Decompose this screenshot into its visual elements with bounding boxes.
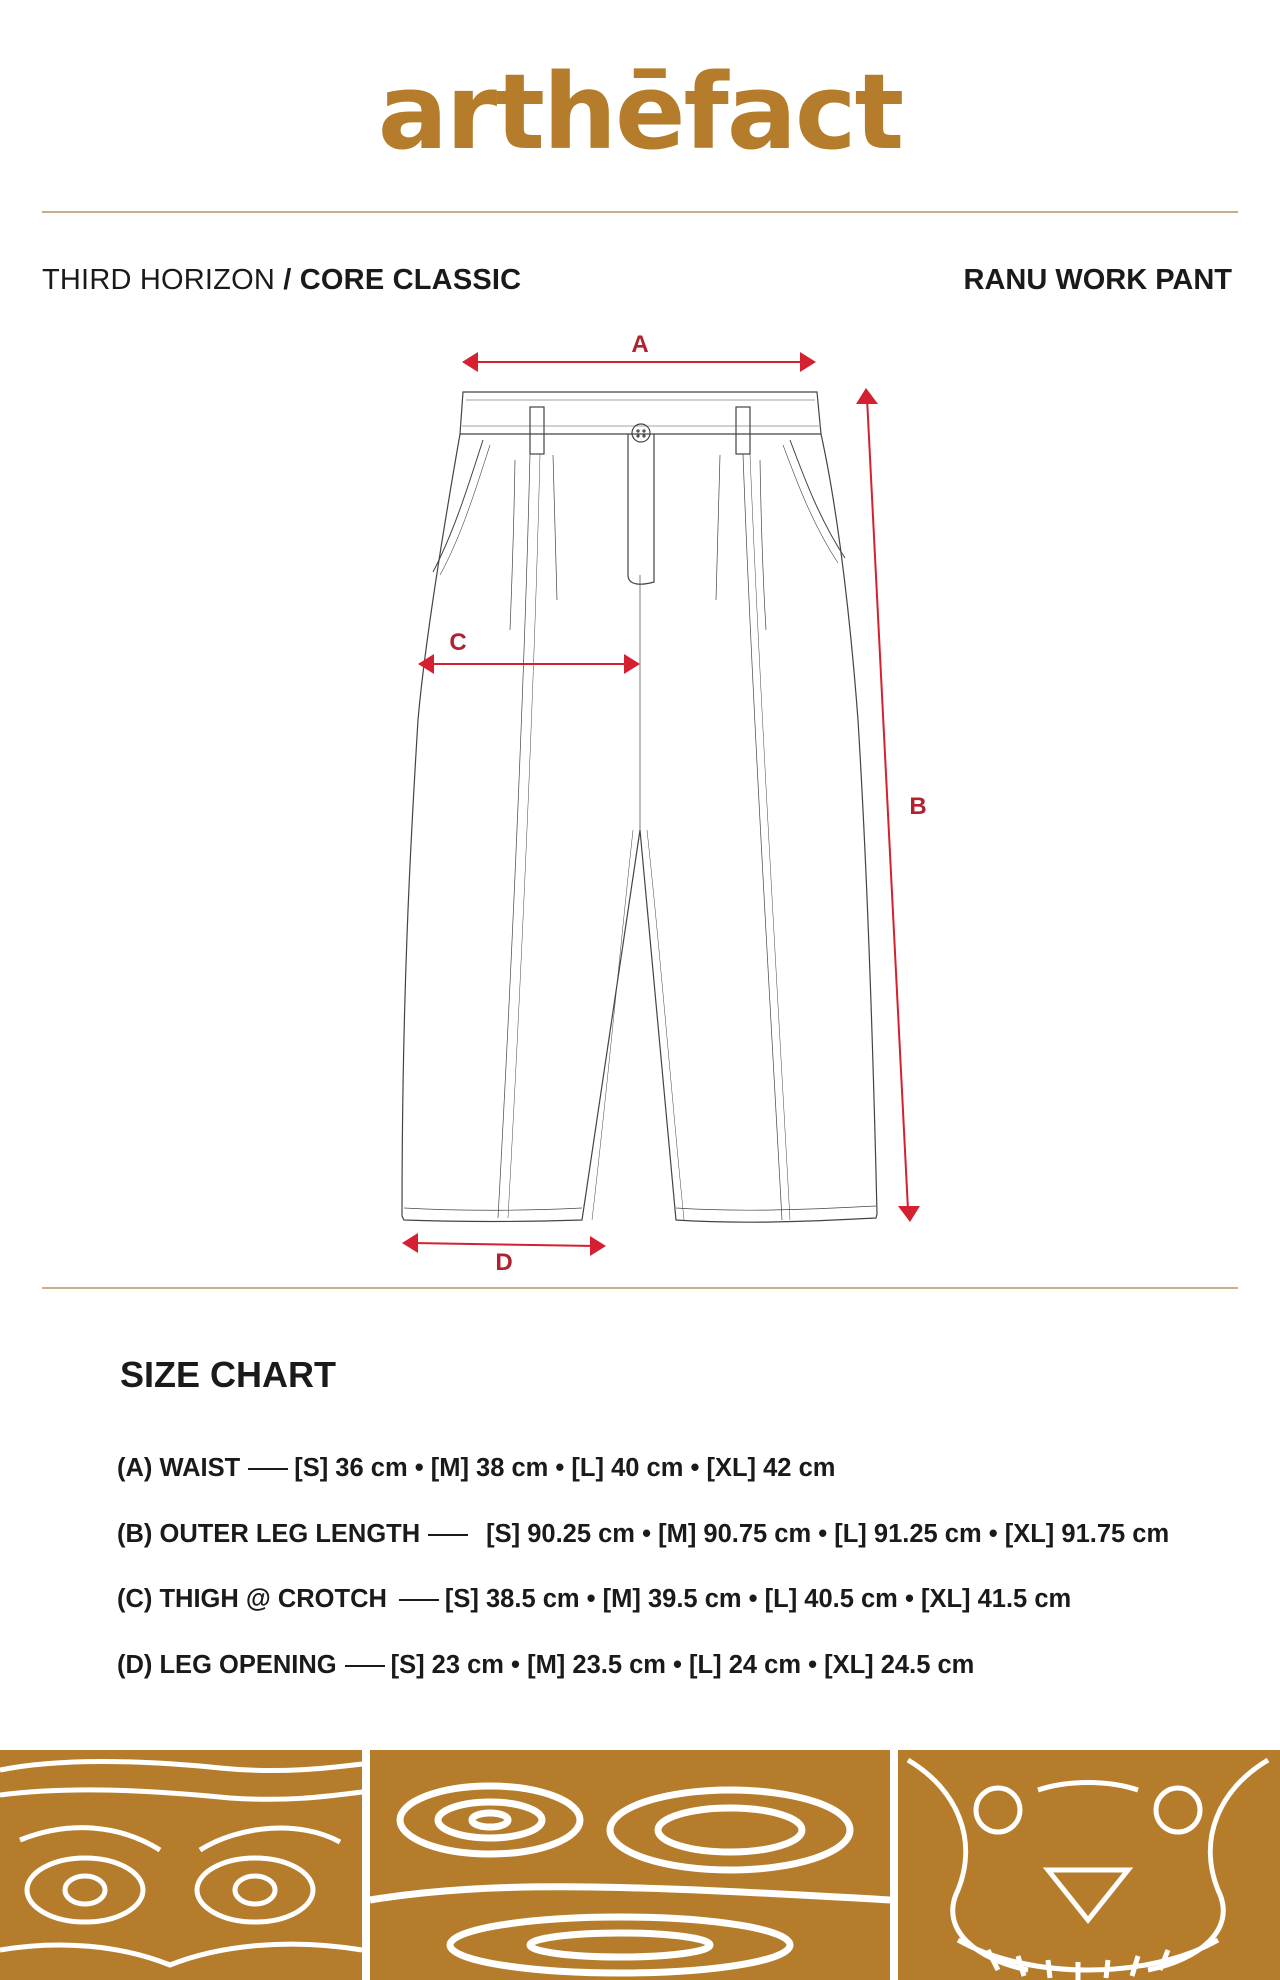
top-divider <box>42 211 1238 213</box>
carving-pattern-left <box>0 1750 362 1980</box>
product-name: RANU WORK PANT <box>963 264 1232 296</box>
collection-name: THIRD HORIZON <box>42 264 275 296</box>
size-row-values: [S] 38.5 cm • [M] 39.5 cm • [L] 40.5 cm • [XL] 41.5 cm <box>444 1585 1072 1613</box>
dash-separator <box>399 1599 439 1601</box>
brand-logo: arthēfact <box>377 51 903 173</box>
carving-pattern-middle <box>370 1750 890 1980</box>
arrow-a-right-head <box>800 352 816 372</box>
dash-separator <box>345 1665 385 1667</box>
dash-separator <box>428 1534 468 1536</box>
arrow-d-leg-opening <box>412 1243 596 1246</box>
size-row-values: [S] 36 cm • [M] 38 cm • [L] 40 cm • [XL] 42 cm <box>294 1454 836 1482</box>
size-row-values: [S] 90.25 cm • [M] 90.75 cm • [L] 91.25 cm • [XL] 91.75 cm <box>486 1520 1170 1548</box>
measurement-arrows <box>402 352 920 1256</box>
dash-separator <box>248 1468 288 1470</box>
label-c: C <box>449 629 467 656</box>
arrow-d-right-head <box>590 1236 606 1256</box>
line-name: CORE CLASSIC <box>299 264 522 296</box>
size-row-label: (D) LEG OPENING <box>117 1651 337 1679</box>
label-b: B <box>909 793 927 820</box>
header-separator: / <box>283 264 292 296</box>
carving-pattern-right <box>898 1750 1280 1980</box>
pant-measurement-diagram <box>380 320 940 1276</box>
size-row-outer-leg-length <box>117 1520 1169 1549</box>
size-row-label: (B) OUTER LEG LENGTH <box>117 1520 421 1548</box>
size-row-label: (C) THIGH @ CROTCH <box>117 1585 387 1613</box>
label-a: A <box>631 331 649 358</box>
arrow-b-bottom-head <box>898 1206 920 1222</box>
arrow-c-left-head <box>418 654 434 674</box>
size-row-leg-opening <box>117 1651 974 1680</box>
arrow-a-left-head <box>462 352 478 372</box>
size-row-thigh <box>117 1585 1071 1614</box>
collection-header <box>42 264 521 297</box>
pant-outline <box>402 392 877 1222</box>
middle-divider <box>42 1287 1238 1289</box>
arrow-d-left-head <box>402 1233 418 1253</box>
size-row-values: [S] 23 cm • [M] 23.5 cm • [L] 24 cm • [XL] 24.5 cm <box>390 1651 975 1679</box>
arrow-c-right-head <box>624 654 640 674</box>
size-row-label: (A) WAIST <box>117 1454 241 1482</box>
arrow-b-top-head <box>856 388 878 404</box>
size-chart-title: SIZE CHART <box>120 1354 336 1395</box>
size-row-waist <box>117 1454 835 1483</box>
label-d: D <box>495 1249 513 1276</box>
